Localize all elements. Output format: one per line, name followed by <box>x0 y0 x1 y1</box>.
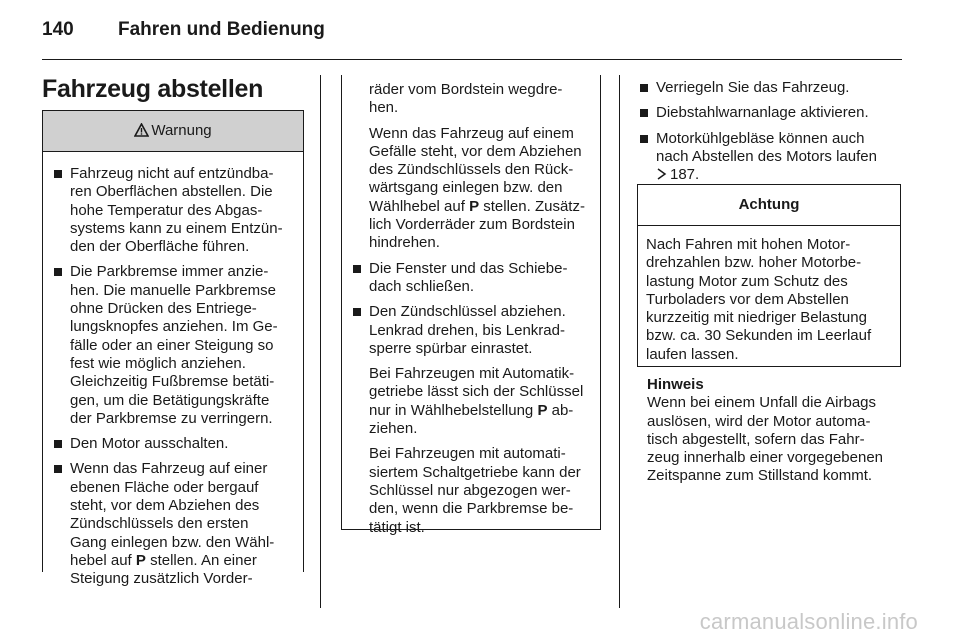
list-item: Den Zündschlüssel abziehen. Lenkrad drehen, bis Lenkrad- sperre spürbar einrastet. <box>350 303 592 358</box>
warning-box-header <box>43 111 303 152</box>
warning-triangle-icon <box>134 113 149 153</box>
list-item: Die Parkbremse immer anzie- hen. Die manuelle Parkbremse ohne Drücken des Entriege- lungsknopfes anziehen. Im Ge- fälle oder an einer Steigung so fest wie möglich anziehen. Gleichzeitig Fußbremse betäti- gen, um die Betätigungskräfte der Parkbremse zu verringern. <box>51 263 295 428</box>
list-item: Motorkühlgebläse können auch nach Abstellen des Motors laufen 187. <box>637 130 907 186</box>
bullet-square-icon <box>353 308 361 316</box>
warning-box-continued <box>341 75 601 536</box>
bullet-square-icon <box>640 109 648 117</box>
column-divider-1 <box>320 75 321 608</box>
bullet-square-icon <box>640 84 648 92</box>
sub-paragraph: Bei Fahrzeugen mit automati- siertem Schaltgetriebe kann der Schlüssel nur abgezogen wer- den, wenn die Parkbremse be- tätigt ist. <box>369 445 581 536</box>
list-item: Wenn das Fahrzeug auf einer ebenen Fläche oder bergauf steht, vor dem Abziehen des Zündschlüssels den ersten Gang einlegen bzw. den Wähl- hebel auf P stellen. An einer Steigung zusätzlich Vorder- <box>51 460 295 588</box>
bullet-square-icon <box>54 170 62 178</box>
page-title: Fahrzeug abstellen <box>42 75 264 103</box>
page-reference-arrow-icon <box>656 167 667 185</box>
header-rule <box>42 59 902 60</box>
watermark: carmanualsonline.info <box>699 609 918 634</box>
section-title: Fahren und Bedienung <box>118 19 325 40</box>
warning-title: Warnung <box>151 122 212 139</box>
caution-box: Achtung Nach Fahren mit hohen Motor- drehzahlen bzw. hoher Motorbe- lastung Motor zum Schutz des Turboladers vor dem Abstellen kurzzeitig mit niedriger Belastung bzw. ca. 30 Sekunden im Leerlauf laufen lassen. <box>637 184 901 367</box>
list-item: Die Fenster und das Schiebe- dach schließen. <box>350 260 592 297</box>
list-item: Den Motor ausschalten. <box>51 435 295 453</box>
bullet-square-icon <box>640 135 648 143</box>
right-list <box>637 79 907 192</box>
list-item: Diebstahlwarnanlage aktivieren. <box>637 104 907 122</box>
column-divider-2 <box>619 75 620 608</box>
note-label: Hinweis <box>647 376 704 393</box>
list-item: Fahrzeug nicht auf entzündba- ren Oberflächen abstellen. Die hohe Temperatur des Abgas- systems kann zu einem Entzün- den der Oberfläche führen. <box>51 165 295 256</box>
bullet-square-icon <box>54 268 62 276</box>
page-number: 140 <box>42 19 74 40</box>
note: Hinweis Wenn bei einem Unfall die Airbags auslösen, wird der Motor automa- tisch abgestellt, sofern das Fahr- zeug innerhalb einer vorgegebenen Zeitspanne zum Stillstand kommt. <box>647 376 917 486</box>
page-reference-link[interactable]: 187. <box>670 166 700 184</box>
warning-box <box>42 110 304 588</box>
sub-paragraph: Wenn das Fahrzeug auf einem Gefälle steht, vor dem Abziehen des Zündschlüssels den Rück- wärtsgang einlegen bzw. den Wählhebel auf P stellen. Zusätz- lich Vorderräder zum Bordstein hindrehen. <box>369 124 585 252</box>
list-item: Verriegeln Sie das Fahrzeug. <box>637 79 907 97</box>
bullet-square-icon <box>54 440 62 448</box>
sub-paragraph: Bei Fahrzeugen mit Automatik- getriebe lässt sich der Schlüssel nur in Wählhebelstellung P ab- ziehen. <box>369 365 584 438</box>
list-item-continued: räder vom Bordstein wegdre- hen. <box>369 81 563 117</box>
bullet-square-icon <box>54 465 62 473</box>
bullet-square-icon <box>353 265 361 273</box>
caution-box-header: Achtung <box>638 185 900 226</box>
